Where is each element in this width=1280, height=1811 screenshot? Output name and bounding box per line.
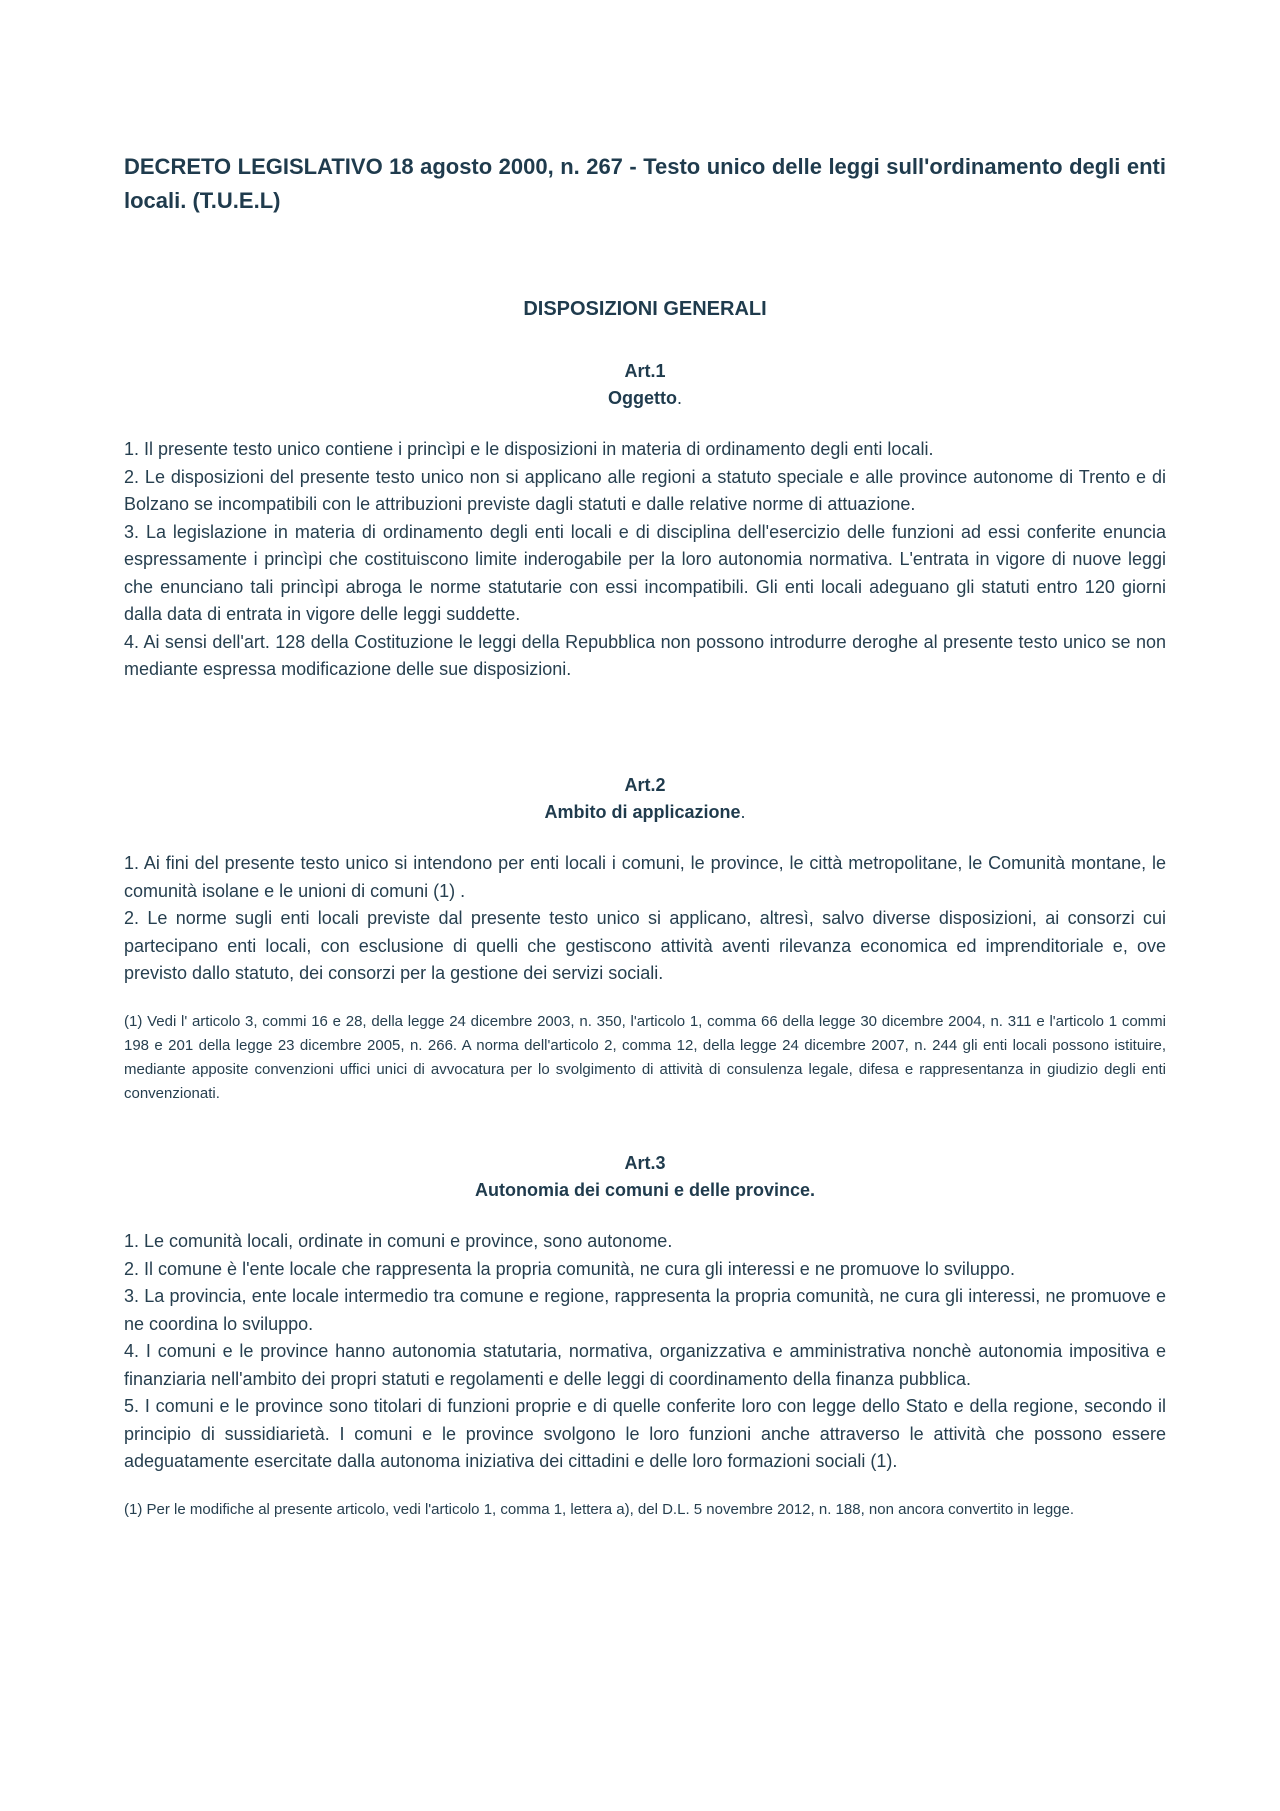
paragraph: 4. I comuni e le province hanno autonomia statutaria, normativa, organizzativa e amministrativa nonchè autonomia impositiva e finanziaria nell'ambito dei propri statuti e regolamenti e delle leggi di coordinamento della finanza pubblica.: [124, 1341, 1166, 1389]
article-paragraphs: [124, 436, 1166, 684]
article-number: Art.2: [624, 775, 666, 795]
article-1: [124, 358, 1166, 684]
article-2: [124, 772, 1166, 1106]
paragraph: 1. Il presente testo unico contiene i princìpi e le disposizioni in materia di ordinamento degli enti locali.: [124, 439, 934, 459]
article-title: Oggetto.: [607, 388, 682, 408]
paragraph: 1. Ai fini del presente testo unico si intendono per enti locali i comuni, le province, le città metropolitane, le Comunità montane, le comunità isolane e le unioni di comuni (1) .: [124, 853, 1166, 901]
footnote: (1) Vedi l' articolo 3, commi 16 e 28, della legge 24 dicembre 2003, n. 350, l'articolo 1, comma 66 della legge 30 dicembre 2004, n. 311 e l'articolo 1 commi 198 e 201 della legge 23 dicembre 2005, n. 266. A norma dell'articolo 2, comma 12, della legge 24 dicembre 2007, n. 244 gli enti locali possono istituire, mediante apposite convenzioni uffici unici di avvocatura per lo svolgimento di attività di consulenza legale, difesa e rappresentanza in giudizio degli enti convenzionati.: [124, 1012, 1166, 1102]
paragraph: 1. Le comunità locali, ordinate in comuni e province, sono autonome.: [124, 1231, 673, 1251]
article-number: Art.3: [624, 1153, 666, 1173]
article-3: [124, 1150, 1166, 1522]
article-paragraphs: [124, 1228, 1166, 1476]
paragraph: 5. I comuni e le province sono titolari di funzioni proprie e di quelle conferite loro con legge dello Stato e della regione, secondo il principio di sussidiarietà. I comuni e le province svolgono le loro funzioni anche attraverso le attività che possono essere adeguatamente esercitate dalla autonoma iniziativa dei cittadini e delle loro formazioni sociali (1).: [124, 1396, 1166, 1471]
document-title: DECRETO LEGISLATIVO 18 agosto 2000, n. 267 - Testo unico delle leggi sull'ordinamento degli enti locali. (T.U.E.L): [124, 154, 1166, 213]
footnote: (1) Per le modifiche al presente articolo, vedi l'articolo 1, comma 1, lettera a), del D.L. 5 novembre 2012, n. 188, non ancora convertito in legge.: [124, 1500, 1075, 1518]
paragraph: 3. La provincia, ente locale intermedio tra comune e regione, rappresenta la propria comunità, ne cura gli interessi, ne promuove e ne coordina lo sviluppo.: [124, 1286, 1166, 1334]
paragraph: 2. Le norme sugli enti locali previste dal presente testo unico si applicano, altresì, salvo diverse disposizioni, ai consorzi cui partecipano enti locali, con esclusione di quelli che gestiscono attività aventi rilevanza economica ed imprenditoriale e, ove previsto dallo statuto, dei consorzi per la gestione dei servizi sociali.: [124, 908, 1166, 983]
article-number: Art.1: [624, 361, 666, 381]
article-paragraphs: [124, 850, 1166, 988]
article-title: Ambito di applicazione.: [544, 802, 746, 822]
paragraph: 2. Le disposizioni del presente testo unico non si applicano alle regioni a statuto speciale e alle province autonome di Trento e di Bolzano se incompatibili con le attribuzioni previste dagli statuti e dalle relative norme di attuazione.: [124, 466, 1166, 514]
paragraph: 2. Il comune è l'ente locale che rappresenta la propria comunità, ne cura gli interessi e ne promuove lo sviluppo.: [124, 1258, 1015, 1279]
article-title: Autonomia dei comuni e delle province.: [474, 1180, 816, 1200]
document-page: [124, 150, 1166, 1518]
section-heading: DISPOSIZIONI GENERALI: [523, 298, 767, 320]
paragraph: 4. Ai sensi dell'art. 128 della Costituzione le leggi della Repubblica non possono introdurre deroghe al presente testo unico se non mediante espressa modificazione delle sue disposizioni.: [124, 631, 1166, 679]
paragraph: 3. La legislazione in materia di ordinamento degli enti locali e di disciplina dell'esercizio delle funzioni ad essi conferite enuncia espressamente i princìpi che costituiscono limite inderogabile per la loro autonomia normativa. L'entrata in vigore di nuove leggi che enunciano tali princìpi abroga le norme statutarie con essi incompatibili. Gli enti locali adeguano gli statuti entro 120 giorni dalla data di entrata in vigore delle leggi suddette.: [124, 521, 1166, 624]
